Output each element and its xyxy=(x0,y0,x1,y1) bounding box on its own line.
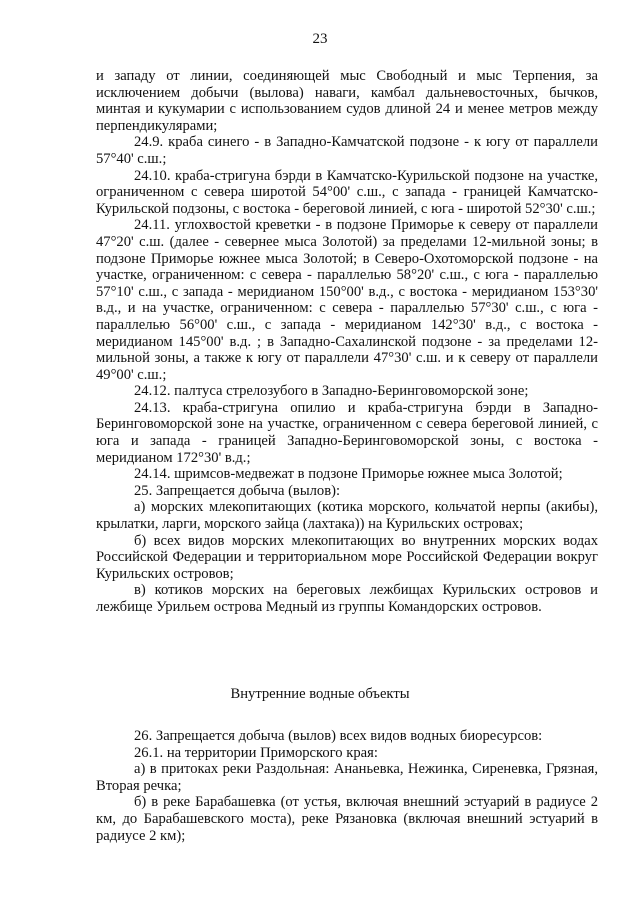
page-number: 23 xyxy=(312,31,328,47)
paragraph: 24.13. краба-стригуна опилио и краба-стригуна бэрди в Западно-Беринговоморской зоне на участке, ограниченном с севера береговой линией, с юга и запада - границей Западно-Беринговоморской зоны, с востока - меридианом 172°30' в.д.; xyxy=(96,399,598,466)
paragraph: 24.12. палтуса стрелозубого в Западно-Беринговоморской зоне; xyxy=(134,383,529,400)
paragraph: в) котиков морских на береговых лежбищах Курильских островов и лежбище Урильем острова Медный из группы Командорских островов. xyxy=(96,582,598,615)
document-body-continued xyxy=(96,728,598,844)
paragraph: 24.10. краба-стригуна бэрди в Камчатско-Курильской подзоне на участке, ограниченном с севера широтой 54°00' с.ш., с запада - границей Камчатско-Курильской подзоны, с востока - береговой линией, с юга - широтой 52°30' с.ш.; xyxy=(96,167,598,217)
paragraph: 25. Запрещается добыча (вылов): xyxy=(134,482,341,499)
paragraph: а) в притоках реки Раздольная: Ананьевка, Нежинка, Сиреневка, Грязная, Вторая речка; xyxy=(96,761,598,794)
paragraph: 24.14. шримсов-медвежат в подзоне Приморье южнее мыса Золотой; xyxy=(134,466,563,483)
document-body xyxy=(96,68,598,616)
paragraph: и западу от линии, соединяющей мыс Свободный и мыс Терпения, за исключением добычи (вылова) наваги, камбал дальневосточных, бычков, минтая и кукумарии с использованием судов длиной 24 и менее метров между перпендикулярами; xyxy=(96,68,598,134)
paragraph: 24.11. углохвостой креветки - в подзоне Приморье к северу от параллели 47°20' с.ш. (далее - севернее мыса Золотой) за пределами 12-мильной зоны; в подзоне Приморье южнее мыса Золотой; в Северо-Охотоморской подзоне - на участке, ограниченном: с севера - параллелью 58°20' с.ш., с юга - параллелью 57°10' с.ш., с запада - меридианом 150°00' в.д., с востока - меридианом 153°30' в.д., и на участке, ограниченном: с севера - параллелью 57°30' с.ш., с юга - параллелью 56°00' с.ш., с запада - меридианом 142°30' в.д., с востока - меридианом 145°00' в.д. ; в Западно-Сахалинской подзоне - за пределами 12-мильной зоны, а также к югу от параллели 47°30' с.ш. и к северу от параллели 49°00' с.ш.; xyxy=(96,217,598,383)
section-heading: Внутренние водные объекты xyxy=(230,686,410,702)
paragraph: б) в реке Барабашевка (от устья, включая внешний эстуарий в радиусе 2 км, до Барабашевского моста), реке Рязановка (включая внешний эстуарий в радиусе 2 км); xyxy=(96,794,598,844)
paragraph: 26.1. на территории Приморского края: xyxy=(134,744,378,761)
paragraph: 24.9. краба синего - в Западно-Камчатской подзоне - к югу от параллели 57°40' с.ш.; xyxy=(96,134,598,167)
paragraph: б) всех видов морских млекопитающих во внутренних морских водах Российской Федерации и территориальном море Российской Федерации вокруг Курильских островов; xyxy=(96,532,598,582)
paragraph: а) морских млекопитающих (котика морского, кольчатой нерпы (акибы), крылатки, ларги, морского зайца (лахтака)) на Курильских островах; xyxy=(96,499,598,533)
paragraph: 26. Запрещается добыча (вылов) всех видов водных биоресурсов: xyxy=(134,728,543,744)
